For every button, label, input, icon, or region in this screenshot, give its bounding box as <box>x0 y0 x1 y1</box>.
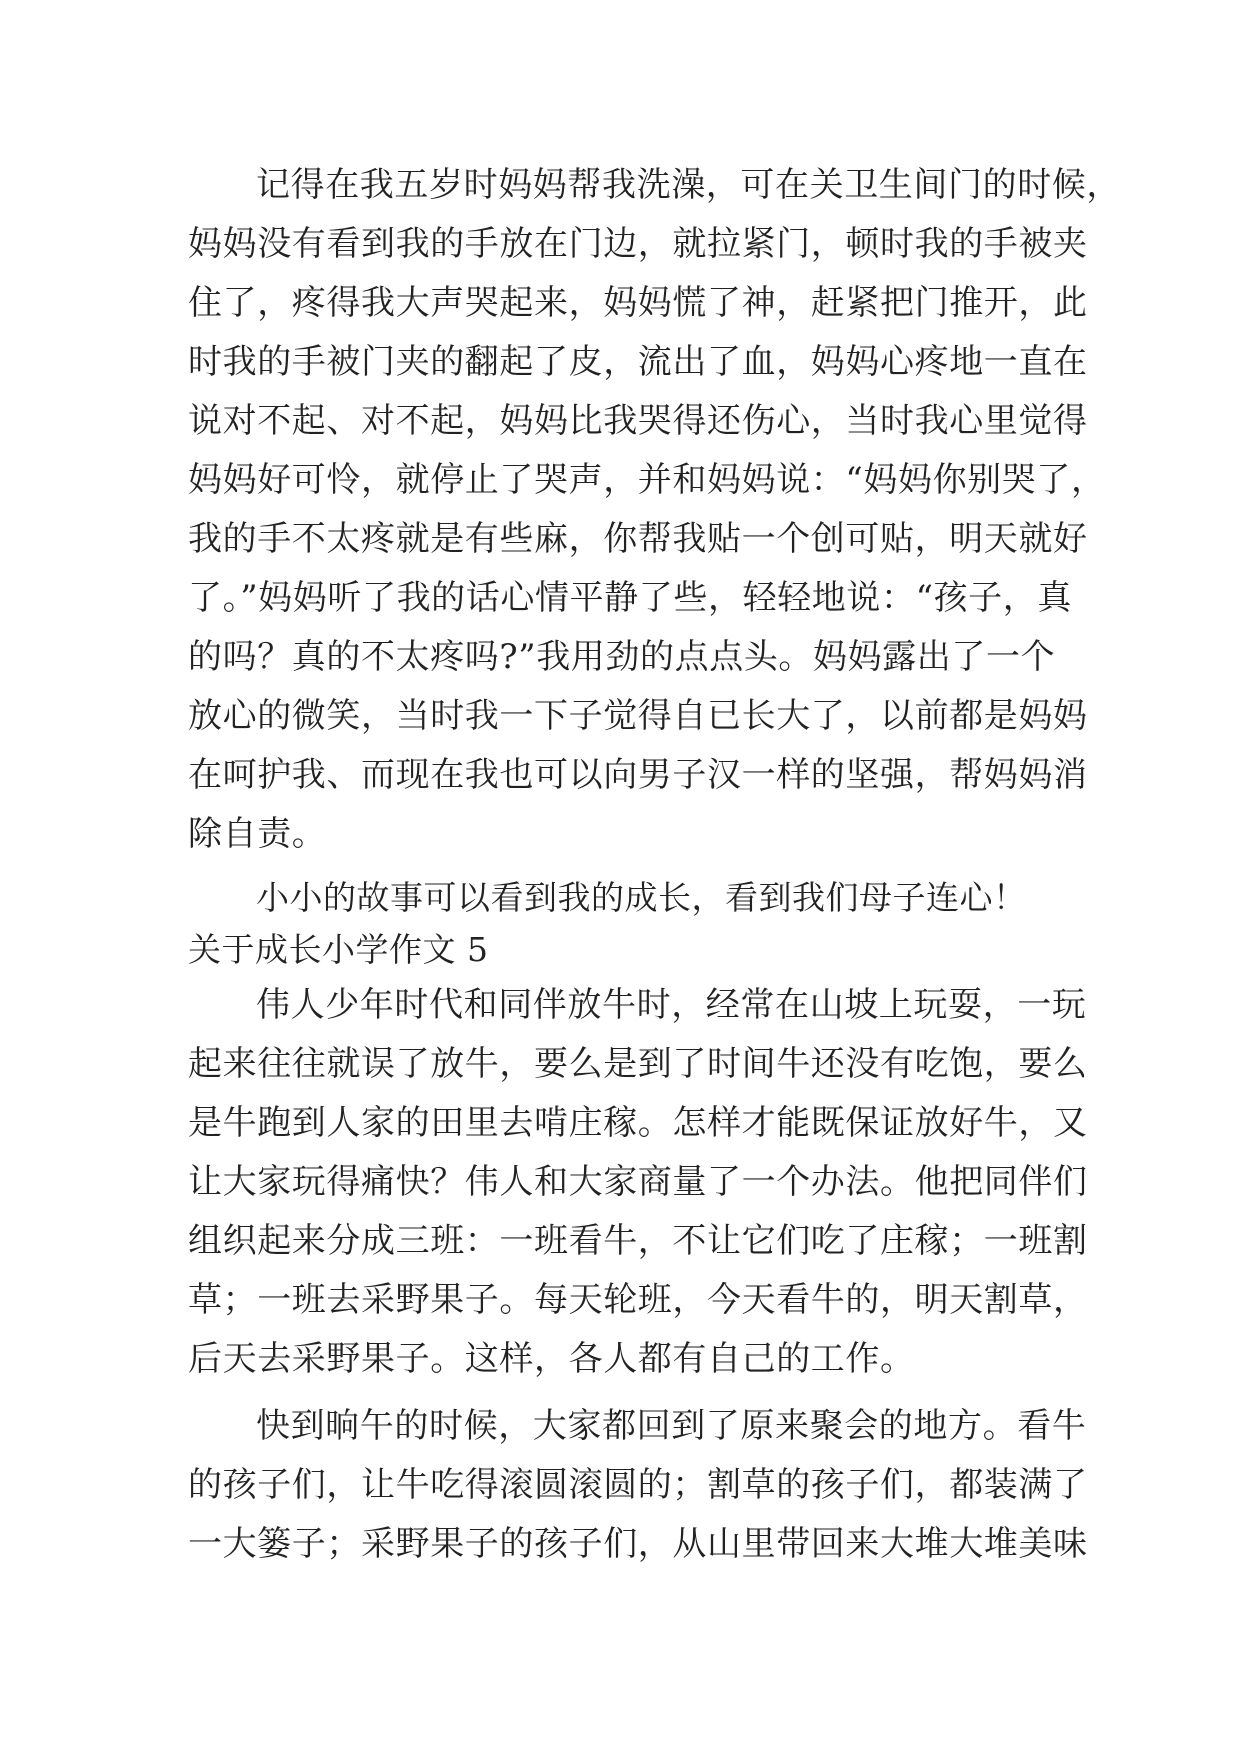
text-line: 的孩子们，让牛吃得滚圆滚圆的；割草的孩子们，都装满了 <box>188 1465 1088 1505</box>
paragraph-childhood-story <box>188 156 1121 864</box>
essay-text <box>188 156 1121 1574</box>
text-line: 除自责。 <box>188 814 327 854</box>
text-line: 我的手不太疼就是有些麻，你帮我贴一个创可贴，明天就好 <box>188 519 1088 559</box>
paragraph-conclusion <box>188 872 1068 924</box>
text-line: 妈妈好可怜，就停止了哭声，并和妈妈说：“妈妈你别哭了， <box>188 460 1106 500</box>
paragraph-herding-story <box>188 976 1088 1389</box>
text-line: 后天去采野果子。这样，各人都有自己的工作。 <box>188 1339 915 1379</box>
text-line: 时我的手被门夹的翻起了皮，流出了血，妈妈心疼地一直在 <box>188 342 1088 382</box>
text-line: 组织起来分成三班：一班看牛，不让它们吃了庄稼；一班割 <box>188 1221 1088 1261</box>
text-line: 让大家玩得痛快？伟人和大家商量了一个办法。他把同伴们 <box>188 1162 1088 1202</box>
text-line: 起来往往就误了放牛，要么是到了时间牛还没有吃饱，要么 <box>188 1044 1088 1084</box>
text-line: 记得在我五岁时妈妈帮我洗澡，可在关卫生间门的时候， <box>256 165 1121 205</box>
text-line: 伟人少年时代和同伴放牛时，经常在山坡上玩耍，一玩 <box>256 985 1087 1025</box>
text-line: 在呵护我、而现在我也可以向男子汉一样的坚强，帮妈妈消 <box>188 755 1088 795</box>
text-line: 的吗？真的不太疼吗?”我用劲的点点头。妈妈露出了一个 <box>188 637 1056 677</box>
essay-title: 关于成长小学作文 5 <box>188 930 489 969</box>
text-line: 了。”妈妈听了我的话心情平静了些，轻轻地说：“孩子，真 <box>188 578 1072 618</box>
paragraph-noon-gathering <box>188 1397 1088 1574</box>
text-line: 快到晌午的时候，大家都回到了原来聚会的地方。看牛 <box>256 1406 1087 1446</box>
section-heading <box>188 924 1068 976</box>
text-line: 草；一班去采野果子。每天轮班，今天看牛的，明天割草， <box>188 1280 1088 1320</box>
text-line: 是牛跑到人家的田里去啃庄稼。怎样才能既保证放好牛，又 <box>188 1103 1088 1143</box>
text-line: 妈妈没有看到我的手放在门边，就拉紧门，顿时我的手被夹 <box>188 224 1088 264</box>
text-line: 住了，疼得我大声哭起来，妈妈慌了神，赶紧把门推开，此 <box>188 283 1088 323</box>
text-line: 说对不起、对不起，妈妈比我哭得还伤心，当时我心里觉得 <box>188 401 1088 441</box>
text-line: 小小的故事可以看到我的成长，看到我们母子连心！ <box>256 878 1027 917</box>
text-line: 放心的微笑，当时我一下子觉得自已长大了，以前都是妈妈 <box>188 696 1088 736</box>
text-line: 一大篓子；采野果子的孩子们，从山里带回来大堆大堆美味 <box>188 1524 1088 1564</box>
